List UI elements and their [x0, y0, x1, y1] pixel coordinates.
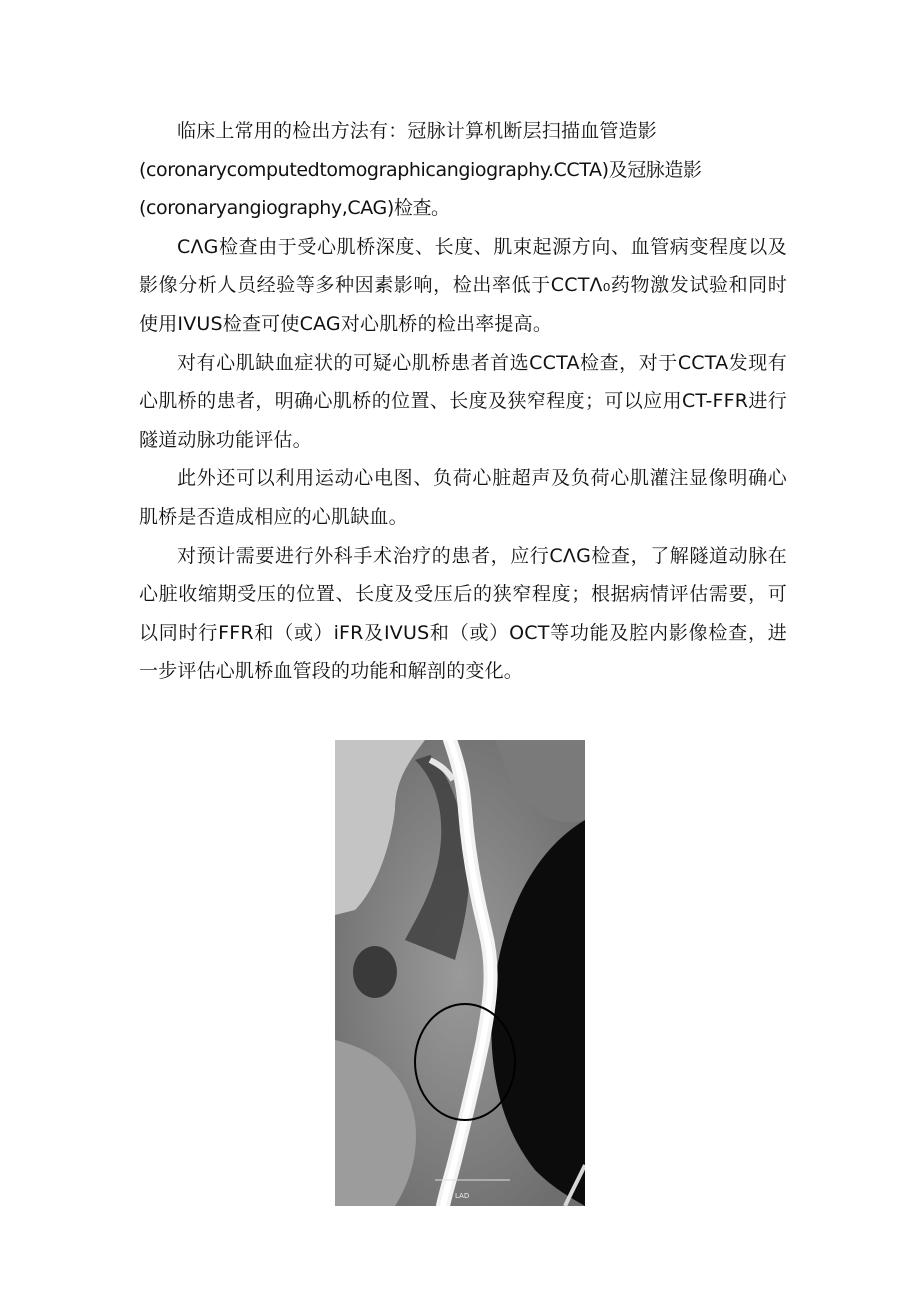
paragraph-detection-methods: 临床上常用的检出方法有：冠脉计算机断层扫描血管造影	[177, 120, 658, 142]
paragraph-cag-term: (coronaryangiography,CAG)检查。	[139, 197, 450, 220]
paragraph-ccta-term: (coronarycomputedtomographicangiography.CCTA)及冠脉造影	[139, 158, 702, 181]
paragraph-cag-limitations: CΛG检查由于受心肌桥深度、长度、肌束起源方向、血管病变程度以及影像分析人员经验等多种因素影响，检出率低于CCTΛ₀药物激发试验和同时使用IVUS检查可使CAG对心肌桥的检出率提高。	[139, 235, 787, 335]
paragraph-surgical-evaluation: 对预计需要进行外科手术治疗的患者，应行CΛG检查，了解隧道动脉在心脏收缩期受压的位置、长度及受压后的狭窄程度；根据病情评估需要，可以同时行FFR和（或）iFR及IVUS和（或）OCT等功能及腔内影像检查，进一步评估心肌桥血管段的功能和解剖的变化。	[139, 544, 787, 683]
paragraph-ccta-first-choice: 对有心肌缺血症状的可疑心肌桥患者首选CCTA检查，对于CCTA发现有心肌桥的患者，明确心肌桥的位置、长度及狭窄程度；可以应用CT-FFR进行隧道动脉功能评估。	[139, 351, 787, 451]
ct-image-drawing	[335, 740, 585, 1206]
body-text	[139, 112, 787, 691]
figure-label-lad: LAD	[455, 1192, 470, 1200]
paragraph-stress-tests: 此外还可以利用运动心电图、负荷心脏超声及负荷心肌灌注显像明确心肌桥是否造成相应的心肌缺血。	[139, 467, 787, 528]
ct-angiography-image	[335, 740, 585, 1206]
